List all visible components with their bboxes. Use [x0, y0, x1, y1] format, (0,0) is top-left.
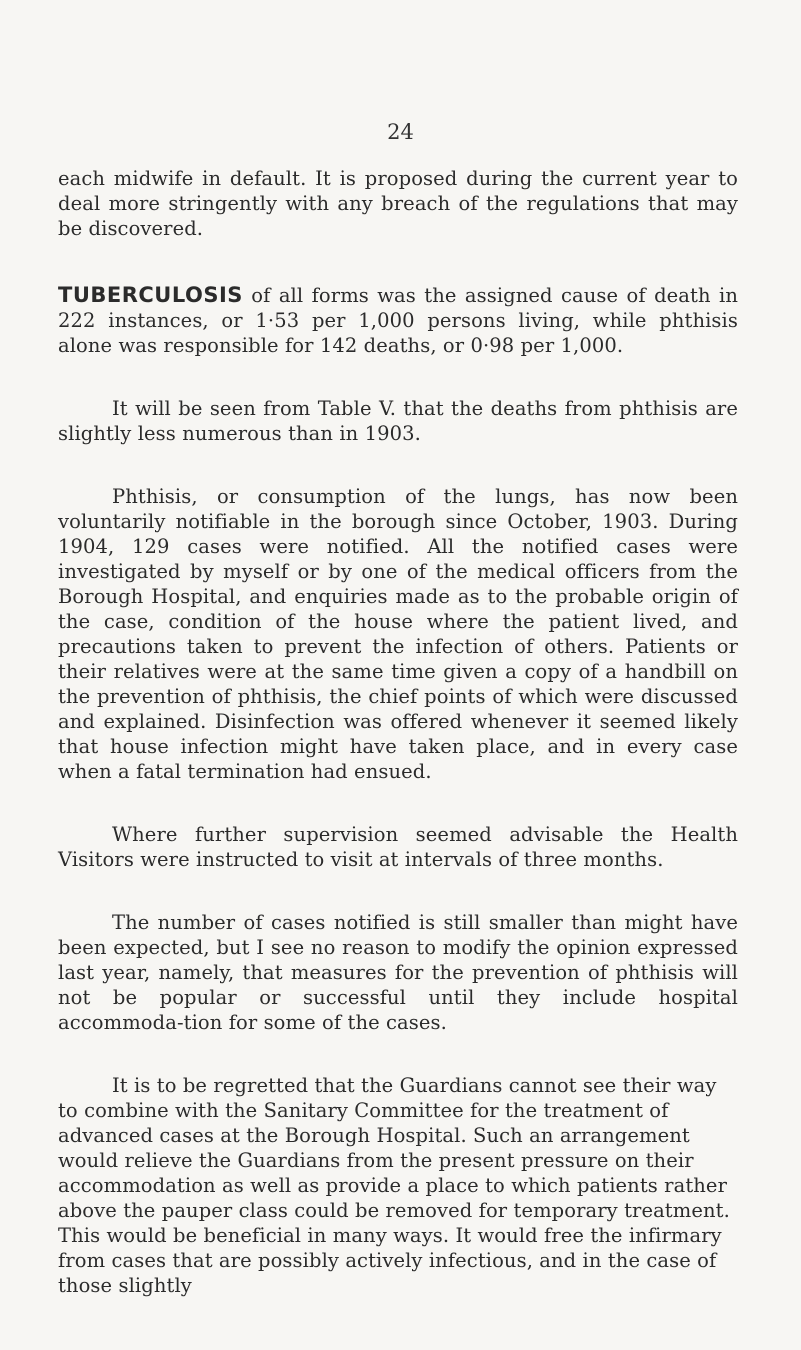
- paragraph-guardians: It is to be regretted that the Guardians cannot see their way to combine with the Sanitary Committee for the treatment of advanced cases at the Borough Hospital. Such an arrangement would relieve the Guardians from the present pressure on their accommodation as well as provide a place to which patients rather above the pauper class could be removed for temporary treatment. This would be beneficial in many ways. It would free the infirmary from cases that are possibly actively infectious, and in the case of those slightly: [58, 1074, 730, 1297]
- paragraph-cases-notified: The number of cases notified is still smaller than might have been expected, but I see no reason to modify the opinion expressed last year, namely, that measures for the prevention of phthisis will not be popular or successful until they include hospital accommoda-tion for some of the cases.: [58, 911, 738, 1034]
- paragraph-phthisis-notification: Phthisis, or consumption of the lungs, has now been voluntarily notifiable in the borough since October, 1903. During 1904, 129 cases were notified. All the notified cases were investigated by myself or by one of the medical officers from the Borough Hospital, and enquiries made as to the probable origin of the case, condition of the house where the patient lived, and precautions taken to prevent the infection of others. Patients or their relatives were at the same time given a copy of a handbill on the prevention of phthisis, the chief points of which were discussed and explained. Disinfection was offered whenever it seemed likely that house infection might have taken place, and in every case when a fatal termination had ensued.: [58, 485, 738, 783]
- paragraph-tuberculosis: [58, 283, 738, 358]
- page-number: 24: [387, 120, 414, 144]
- paragraph-tuberculosis-text: of all forms was the assigned cause of death in 222 instances, or 1·53 per 1,000 persons living, while phthisis alone was responsible for 142 deaths, or 0·98 per 1,000.: [58, 284, 738, 357]
- paragraph-table-v: It will be seen from Table V. that the deaths from phthisis are slightly less numerous than in 1903.: [58, 397, 738, 445]
- paragraph-health-visitors: Where further supervision seemed advisable the Health Visitors were instructed to visit at intervals of three months.: [58, 823, 738, 871]
- paragraph-midwife-default: each midwife in default. It is proposed during the current year to deal more stringently with any breach of the regulations that may be discovered.: [58, 167, 738, 240]
- body-text: [58, 166, 738, 1298]
- section-heading-tuberculosis: TUBERCULOSIS: [58, 283, 243, 307]
